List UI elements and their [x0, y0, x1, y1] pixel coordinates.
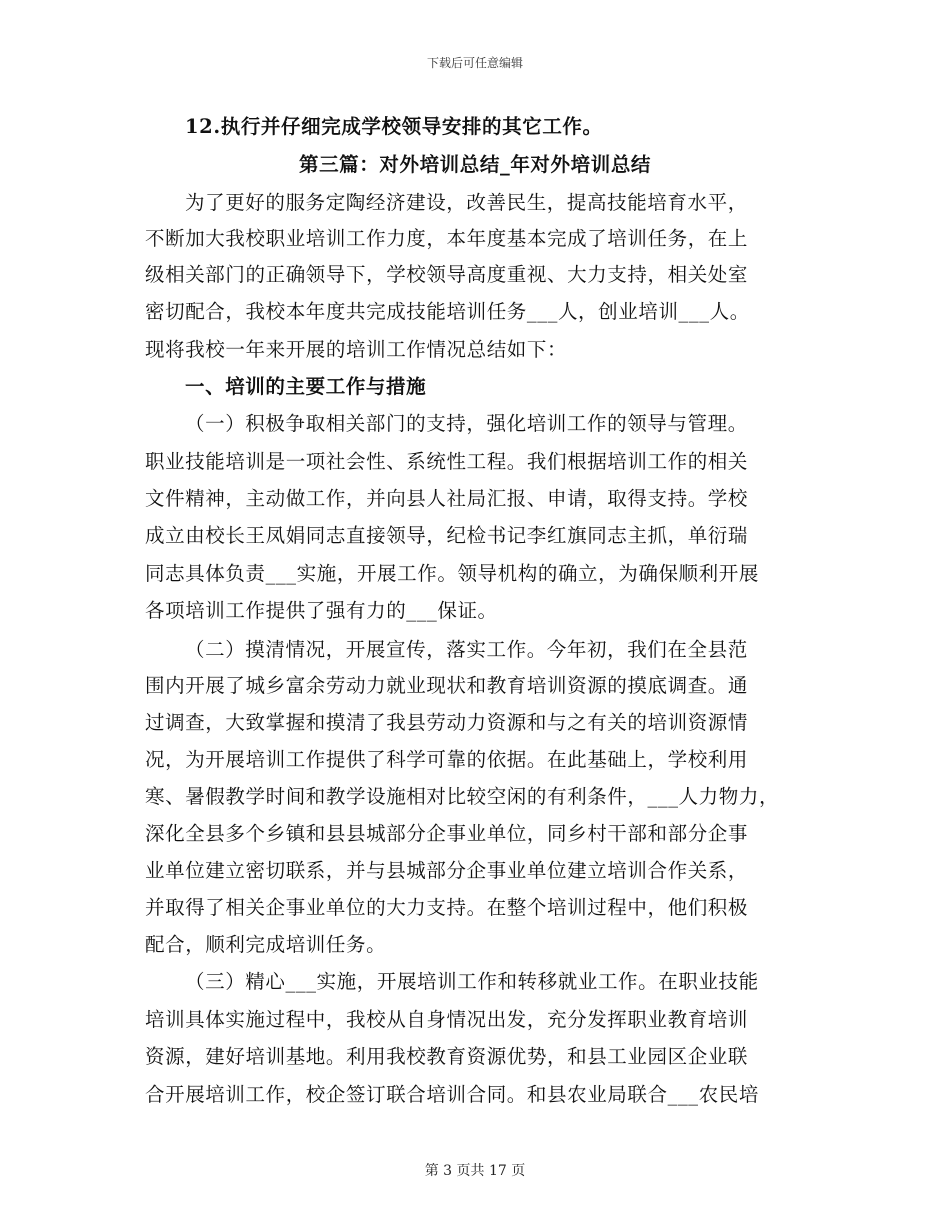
text-line: （一）积极争取相关部门的支持，强化培训工作的领导与管理。 — [185, 412, 748, 435]
text-line: （三）精心___实施，开展培训工作和转移就业工作。在职业技能 — [185, 970, 759, 993]
list-item-12: 12.执行并仔细完成学校领导安排的其它工作。 — [185, 115, 603, 138]
heading-main-work: 一、培训的主要工作与措施 — [185, 375, 427, 398]
text-line: 业单位建立密切联系，并与县城部分企事业单位建立培训合作关系， — [145, 859, 749, 882]
text-line: 培训具体实施过程中，我校从自身情况出发，充分发挥职业教育培训 — [145, 1008, 749, 1031]
text-line: 级相关部门的正确领导下，学校领导高度重视、大力支持，相关处室 — [145, 263, 749, 286]
text-line: 资源，建好培训基地。利用我校教育资源优势，和县工业园区企业联 — [145, 1045, 749, 1068]
text-line: 过调查，大致掌握和摸清了我县劳动力资源和与之有关的培训资源情 — [145, 711, 749, 734]
page-header-note: 下载后可任意编辑 — [426, 56, 523, 70]
text-line: 文件精神，主动做工作，并向县人社局汇报、申请，取得支持。学校 — [145, 487, 749, 510]
text-line: 寒、暑假教学时间和教学设施相对比较空闲的有利条件，___人力物力， — [145, 785, 780, 808]
page-number: 第 3 页共 17 页 — [424, 1163, 526, 1179]
text-line: 职业技能培训是一项社会性、系统性工程。我们根据培训工作的相关 — [145, 450, 749, 473]
text-line: 密切配合，我校本年度共完成技能培训任务___人，创业培训___人。 — [145, 300, 750, 323]
text-line: 不断加大我校职业培训工作力度，本年度基本完成了培训任务，在上 — [145, 227, 749, 250]
text-line: （二）摸清情况，开展宣传，落实工作。今年初，我们在全县范 — [185, 638, 748, 661]
text-line: 同志具体负责___实施，开展工作。领导机构的确立，为确保顺利开展 — [145, 562, 759, 585]
text-line: 深化全县多个乡镇和县县城部分企事业单位，同乡村干部和部分企事 — [145, 822, 749, 845]
section-title: 第三篇：对外培训总结_年对外培训总结 — [298, 153, 652, 176]
text-line: 并取得了相关企事业单位的大力支持。在整个培训过程中，他们积极 — [145, 896, 749, 919]
text-line: 合开展培训工作，校企签订联合培训合同。和县农业局联合___农民培 — [145, 1083, 759, 1106]
text-line: 现将我校一年来开展的培训工作情况总结如下： — [145, 338, 568, 361]
text-line: 围内开展了城乡富余劳动力就业现状和教育培训资源的摸底调查。通 — [145, 674, 749, 697]
text-line: 为了更好的服务定陶经济建设，改善民生，提高技能培育水平， — [185, 191, 748, 214]
text-line: 配合，顺利完成培训任务。 — [145, 933, 387, 956]
text-line: 各项培训工作提供了强有力的___保证。 — [145, 599, 498, 622]
text-line: 况，为开展培训工作提供了科学可靠的依据。在此基础上，学校利用 — [145, 748, 749, 771]
text-line: 成立由校长王凤娟同志直接领导，纪检书记李红旗同志主抓，单衍瑞 — [145, 524, 749, 547]
